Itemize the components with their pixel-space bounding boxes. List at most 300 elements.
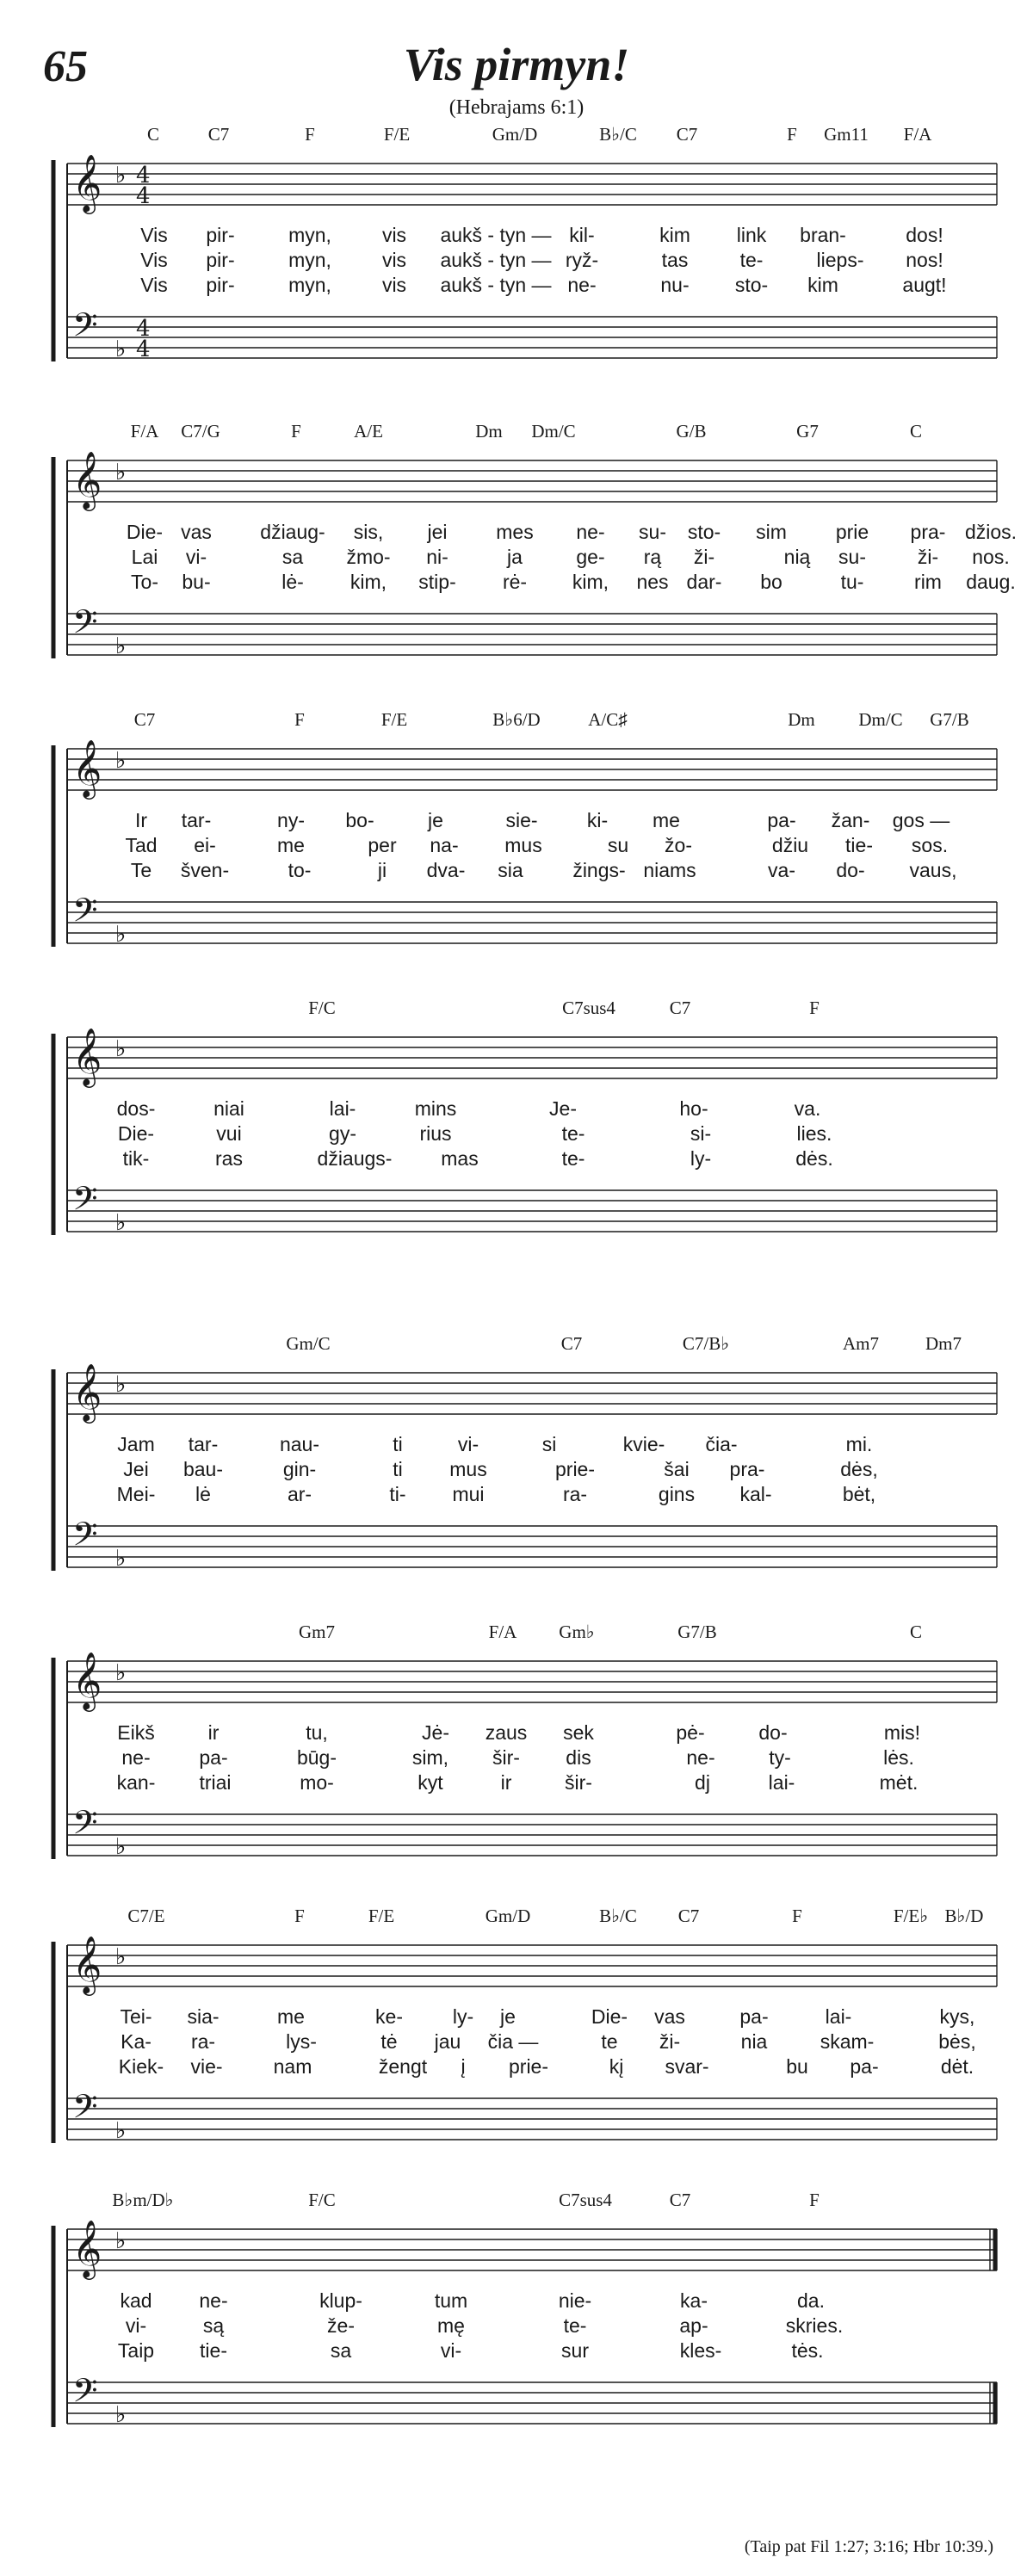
lyric-verse-2: tas bbox=[661, 249, 689, 271]
music-system-2 bbox=[50, 417, 1018, 701]
lyric-verse-2: lys- bbox=[286, 2030, 317, 2053]
lyric-verse-2: sa bbox=[281, 546, 304, 568]
lyric-verse-1: žan- bbox=[831, 809, 870, 831]
lyric-verse-1: Die- bbox=[126, 521, 164, 543]
lyric-verse-1: da. bbox=[797, 2289, 825, 2312]
lyric-verse-2: pa- bbox=[199, 1746, 228, 1769]
music-system-4 bbox=[50, 994, 997, 1278]
lyric-verse-3: mui bbox=[452, 1483, 485, 1505]
lyric-verse-1: nau- bbox=[279, 1433, 320, 1455]
lyric-verse-2: nią bbox=[783, 546, 811, 568]
lyric-verse-3: šven- bbox=[180, 859, 230, 881]
lyric-verse-2: te- bbox=[561, 1122, 585, 1145]
lyric-verse-1: me bbox=[653, 809, 680, 831]
lyric-verse-2: Lai bbox=[131, 546, 158, 568]
lyric-verse-3: bu- bbox=[182, 571, 211, 593]
lyric-verse-2: džiu bbox=[771, 834, 809, 856]
chord-label: Dm7 bbox=[925, 1333, 962, 1354]
bass-clef-icon: 𝄢 bbox=[72, 1803, 98, 1850]
chord-label: F/E bbox=[383, 124, 411, 145]
lyric-verse-1: vi- bbox=[457, 1433, 479, 1455]
chord-label: F/C bbox=[308, 2190, 336, 2210]
treble-clef-icon: 𝄞 bbox=[72, 450, 102, 509]
lyric-verse-2: dis bbox=[566, 1746, 591, 1769]
song-title: Vis pirmyn! bbox=[403, 39, 630, 90]
lyric-verse-3: dėt. bbox=[940, 2055, 974, 2078]
lyric-verse-3: ji bbox=[377, 859, 387, 881]
lyric-verse-3: nu- bbox=[660, 274, 690, 296]
lyric-verse-3: triai bbox=[199, 1771, 232, 1794]
lyric-verse-1: nie- bbox=[558, 2289, 592, 2312]
chord-label: G7/B bbox=[677, 1622, 717, 1642]
lyric-verse-1: pa- bbox=[767, 809, 796, 831]
lyric-verse-3: ne- bbox=[567, 274, 597, 296]
lyric-verse-1: me bbox=[277, 2005, 305, 2028]
lyric-verse-2: pra- bbox=[729, 1458, 765, 1480]
lyric-verse-2: šir- bbox=[492, 1746, 520, 1769]
lyric-verse-1: Vis bbox=[140, 224, 168, 246]
lyric-verse-1: Tei- bbox=[120, 2005, 152, 2028]
lyric-verse-1: zaus bbox=[485, 1721, 528, 1744]
lyric-verse-1: je bbox=[428, 809, 443, 831]
chord-label: G/B bbox=[676, 421, 707, 442]
lyric-verse-2: te- bbox=[563, 2314, 587, 2337]
music-system-1 bbox=[50, 120, 997, 405]
flat-icon: ♭ bbox=[115, 1546, 127, 1572]
bass-clef-icon: 𝄢 bbox=[72, 2371, 98, 2418]
lyric-verse-2: gin- bbox=[282, 1458, 317, 1480]
lyric-verse-1: link bbox=[736, 224, 767, 246]
treble-clef-icon: 𝄞 bbox=[72, 1362, 102, 1421]
lyric-verse-3: dar- bbox=[686, 571, 722, 593]
lyric-verse-2: čia — bbox=[487, 2030, 539, 2053]
lyric-verse-3: nes bbox=[636, 571, 669, 593]
lyric-verse-3: lė bbox=[195, 1483, 211, 1505]
lyric-verse-2: pir- bbox=[206, 249, 235, 271]
lyric-verse-1: Jam bbox=[117, 1433, 155, 1455]
chord-label: F/E♭ bbox=[893, 1906, 929, 1926]
lyric-verse-2: vui bbox=[216, 1122, 242, 1145]
lyric-verse-1: tar- bbox=[188, 1433, 219, 1455]
lyric-verse-2: ne- bbox=[686, 1746, 715, 1769]
lyric-verse-3: augt! bbox=[902, 274, 947, 296]
lyric-verse-3: to- bbox=[288, 859, 312, 881]
bass-clef-icon: 𝄢 bbox=[72, 1515, 98, 1561]
lyric-verse-3: Vis bbox=[140, 274, 168, 296]
lyric-verse-3: ar- bbox=[287, 1483, 312, 1505]
lyric-verse-3: vie- bbox=[190, 2055, 223, 2078]
lyric-verse-2: skam- bbox=[820, 2030, 875, 2053]
lyric-verse-2: te bbox=[601, 2030, 618, 2053]
lyric-verse-2: są bbox=[202, 2314, 225, 2337]
chord-label: Gm/C bbox=[286, 1333, 331, 1354]
lyric-verse-2: ra- bbox=[190, 2030, 216, 2053]
bass-clef-icon: 𝄢 bbox=[72, 891, 98, 937]
lyric-verse-3: sur bbox=[561, 2339, 589, 2362]
chord-label: C7 bbox=[669, 998, 691, 1018]
chord-label: C7sus4 bbox=[562, 998, 615, 1018]
lyric-verse-3: nam bbox=[273, 2055, 312, 2078]
lyric-verse-3: gins bbox=[658, 1483, 696, 1505]
lyric-verse-2: ži- bbox=[917, 546, 939, 568]
lyric-verse-2: mus bbox=[449, 1458, 487, 1480]
lyric-verse-1: vas bbox=[181, 521, 212, 543]
lyric-verse-1: džiaug- bbox=[260, 521, 325, 543]
lyric-verse-1: mi. bbox=[845, 1433, 873, 1455]
time-signature-number: 4 bbox=[136, 183, 151, 209]
lyric-verse-2: ži- bbox=[693, 546, 715, 568]
chord-label: F bbox=[291, 421, 301, 442]
lyric-verse-3: rė- bbox=[502, 571, 528, 593]
lyric-verse-1: kil- bbox=[569, 224, 595, 246]
lyric-verse-3: į bbox=[461, 2055, 466, 2078]
treble-clef-icon: 𝄞 bbox=[72, 2219, 102, 2277]
flat-icon: ♭ bbox=[115, 2402, 127, 2428]
lyric-verse-1: sim bbox=[756, 521, 787, 543]
lyric-verse-3: lė- bbox=[281, 571, 304, 593]
lyric-verse-1: tar- bbox=[181, 809, 212, 831]
lyric-verse-2: prie- bbox=[554, 1458, 596, 1480]
chord-label: B♭/C bbox=[599, 1906, 637, 1926]
flat-icon: ♭ bbox=[115, 1372, 127, 1398]
chord-label: Dm/C bbox=[531, 421, 576, 442]
chord-label: Gm/D bbox=[485, 1906, 531, 1926]
lyric-verse-3: pir- bbox=[206, 274, 235, 296]
chord-label: B♭/C bbox=[599, 124, 637, 145]
lyric-verse-2: būg- bbox=[296, 1746, 337, 1769]
lyric-verse-1: sis, bbox=[353, 521, 384, 543]
lyric-verse-2: mus bbox=[504, 834, 542, 856]
lyric-verse-2: sim, bbox=[411, 1746, 449, 1769]
chord-label: A/C♯ bbox=[588, 709, 628, 730]
lyric-verse-2: žo- bbox=[665, 834, 692, 856]
lyric-verse-1: ne- bbox=[199, 2289, 228, 2312]
lyric-verse-3: tės. bbox=[791, 2339, 824, 2362]
lyric-verse-3: rim bbox=[914, 571, 942, 593]
flat-icon: ♭ bbox=[115, 748, 127, 774]
lyric-verse-1: su- bbox=[639, 521, 666, 543]
lyric-verse-3: žengt bbox=[378, 2055, 428, 2078]
lyric-verse-1: pir- bbox=[206, 224, 235, 246]
lyric-verse-2: vis bbox=[381, 249, 407, 271]
lyric-verse-1: ho- bbox=[679, 1097, 708, 1120]
flat-icon: ♭ bbox=[115, 1944, 127, 1970]
footnote: (Taip pat Fil 1:27; 3:16; Hbr 10:39.) bbox=[744, 2537, 993, 2556]
chord-label: F/A bbox=[903, 124, 932, 145]
lyric-verse-1: mis! bbox=[883, 1721, 921, 1744]
chord-label: F bbox=[305, 124, 315, 145]
chord-label: F bbox=[294, 1906, 305, 1926]
lyric-verse-3: Taip bbox=[117, 2339, 155, 2362]
lyric-verse-1: ly- bbox=[452, 2005, 474, 2028]
lyric-verse-3: pa- bbox=[850, 2055, 879, 2078]
lyric-verse-2: su bbox=[607, 834, 629, 856]
chord-label: C7 bbox=[560, 1333, 583, 1354]
time-signature-number: 4 bbox=[136, 316, 151, 342]
chord-label: Dm bbox=[788, 709, 815, 730]
flat-icon: ♭ bbox=[115, 2228, 127, 2254]
lyric-verse-3: dva- bbox=[426, 859, 466, 881]
chord-label: F bbox=[787, 124, 797, 145]
chord-label: C7 bbox=[676, 124, 698, 145]
lyric-verse-3: tik- bbox=[122, 1147, 150, 1170]
lyric-verse-3: niams bbox=[643, 859, 696, 881]
lyric-verse-3: dj bbox=[695, 1771, 710, 1794]
lyric-verse-2: nos! bbox=[906, 249, 943, 271]
lyric-verse-3: lai- bbox=[768, 1771, 795, 1794]
lyric-verse-2: rius bbox=[419, 1122, 452, 1145]
lyric-verse-2: ne- bbox=[121, 1746, 151, 1769]
chord-label: C7/G bbox=[181, 421, 220, 442]
lyric-verse-2: žmo- bbox=[346, 546, 391, 568]
lyric-verse-2: te- bbox=[739, 249, 764, 271]
lyric-verse-2: ja bbox=[507, 546, 523, 568]
lyric-verse-3: žings- bbox=[572, 859, 626, 881]
lyric-verse-3: bėt, bbox=[842, 1483, 876, 1505]
lyric-verse-3: bo bbox=[760, 571, 782, 593]
treble-clef-icon: 𝄞 bbox=[72, 1935, 102, 1993]
lyric-verse-2: bės, bbox=[938, 2030, 976, 2053]
chord-label: G7/B bbox=[930, 709, 969, 730]
lyric-verse-2: ap- bbox=[679, 2314, 708, 2337]
lyric-verse-2: ti bbox=[393, 1458, 403, 1480]
lyric-verse-1: džios. bbox=[964, 521, 1018, 543]
lyric-verse-3: prie- bbox=[508, 2055, 549, 2078]
lyric-verse-3: daug. bbox=[966, 571, 1016, 593]
flat-icon: ♭ bbox=[115, 163, 127, 188]
lyric-verse-1: sek bbox=[563, 1721, 594, 1744]
lyric-verse-1: vas bbox=[654, 2005, 685, 2028]
lyric-verse-2: jau bbox=[434, 2030, 461, 2053]
chord-label: Gm7 bbox=[299, 1622, 335, 1642]
lyric-verse-1: sia- bbox=[187, 2005, 220, 2028]
lyric-verse-1: mins bbox=[414, 1097, 457, 1120]
lyric-verse-3: Mei- bbox=[116, 1483, 156, 1505]
lyric-verse-1: bo- bbox=[345, 809, 374, 831]
lyric-verse-1: kvie- bbox=[622, 1433, 665, 1455]
flat-icon: ♭ bbox=[115, 337, 127, 362]
lyric-verse-2: vi- bbox=[125, 2314, 147, 2337]
lyric-verse-3: vis bbox=[381, 274, 407, 296]
lyric-verse-2: lies. bbox=[796, 1122, 832, 1145]
chord-label: C7 bbox=[669, 2190, 691, 2210]
lyric-verse-2: šai bbox=[664, 1458, 690, 1480]
flat-icon: ♭ bbox=[115, 1834, 127, 1860]
lyric-verse-1: va. bbox=[794, 1097, 821, 1120]
lyric-verse-3: ras bbox=[215, 1147, 243, 1170]
bass-clef-icon: 𝄢 bbox=[72, 602, 98, 649]
chord-label: F/C bbox=[308, 998, 336, 1018]
chord-label: C bbox=[909, 1622, 923, 1642]
lyric-verse-2: si- bbox=[690, 1122, 712, 1145]
lyric-verse-2: aukš - tyn — bbox=[440, 249, 552, 271]
song-subtitle: (Hebrajams 6:1) bbox=[448, 96, 585, 119]
lyric-verse-1: si bbox=[541, 1433, 557, 1455]
lyric-verse-2: rą bbox=[643, 546, 662, 568]
lyric-verse-2: Jei bbox=[123, 1458, 149, 1480]
staff-lines bbox=[50, 2186, 997, 2470]
lyric-verse-2: ryž- bbox=[565, 249, 599, 271]
lyric-verse-2: na- bbox=[430, 834, 459, 856]
music-system-5 bbox=[50, 1330, 997, 1614]
lyric-verse-1: Ir bbox=[134, 809, 148, 831]
song-number: 65 bbox=[43, 42, 88, 91]
chord-label: B♭m/D♭ bbox=[112, 2190, 174, 2210]
treble-clef-icon: 𝄞 bbox=[72, 1651, 102, 1709]
chord-label: B♭/D bbox=[944, 1906, 984, 1926]
lyric-verse-3: tu- bbox=[840, 571, 864, 593]
chord-label: F bbox=[294, 709, 305, 730]
lyric-verse-1: pė- bbox=[676, 1721, 705, 1744]
lyric-verse-3: kyt bbox=[418, 1771, 443, 1794]
lyric-verse-3: vaus, bbox=[909, 859, 957, 881]
lyric-verse-2: me bbox=[277, 834, 305, 856]
lyric-verse-2: tė bbox=[380, 2030, 398, 2053]
chord-label: Dm bbox=[475, 421, 503, 442]
chord-label: G7 bbox=[796, 421, 819, 442]
chord-label: F bbox=[809, 998, 820, 1018]
chord-label: C bbox=[909, 421, 923, 442]
lyric-verse-1: vis bbox=[381, 224, 407, 246]
lyric-verse-1: kys, bbox=[939, 2005, 975, 2028]
lyric-verse-2: dės, bbox=[840, 1458, 878, 1480]
lyric-verse-1: myn, bbox=[288, 224, 331, 246]
lyric-verse-2: nia bbox=[740, 2030, 768, 2053]
lyric-verse-1: Die- bbox=[591, 2005, 628, 2028]
lyric-verse-1: kim bbox=[659, 224, 690, 246]
chord-label: F bbox=[792, 1906, 802, 1926]
lyric-verse-1: kad bbox=[120, 2289, 152, 2312]
lyric-verse-2: Die- bbox=[117, 1122, 155, 1145]
lyric-verse-1: ka- bbox=[680, 2289, 708, 2312]
chord-label: F/E bbox=[380, 709, 408, 730]
lyric-verse-1: lai- bbox=[329, 1097, 356, 1120]
flat-icon: ♭ bbox=[115, 1210, 127, 1236]
lyric-verse-1: ki- bbox=[586, 809, 609, 831]
lyric-verse-3: ti- bbox=[389, 1483, 406, 1505]
flat-icon: ♭ bbox=[115, 2118, 127, 2144]
lyric-verse-3: aukš - tyn — bbox=[440, 274, 552, 296]
lyric-verse-2: nos. bbox=[972, 546, 1010, 568]
staff-lines bbox=[50, 994, 997, 1278]
lyric-verse-1: ir bbox=[207, 1721, 220, 1744]
lyric-verse-3: bu bbox=[786, 2055, 808, 2078]
lyric-verse-1: mes bbox=[496, 521, 534, 543]
lyric-verse-3: tie- bbox=[200, 2339, 227, 2362]
lyric-verse-2: ei- bbox=[194, 834, 216, 856]
lyric-verse-1: jei bbox=[427, 521, 448, 543]
lyric-verse-3: sa bbox=[330, 2339, 352, 2362]
lyric-verse-3: sia bbox=[498, 859, 523, 881]
lyric-verse-2: mę bbox=[437, 2314, 465, 2337]
lyric-verse-3: kim, bbox=[572, 571, 609, 593]
lyric-verse-3: ly- bbox=[690, 1147, 712, 1170]
flat-icon: ♭ bbox=[115, 922, 127, 948]
lyric-verse-3: kim bbox=[807, 274, 838, 296]
chord-label: C7/B♭ bbox=[682, 1333, 730, 1354]
bass-clef-icon: 𝄢 bbox=[72, 306, 98, 352]
lyric-verse-1: do- bbox=[758, 1721, 788, 1744]
chord-label: F bbox=[809, 2190, 820, 2210]
lyric-verse-2: skries. bbox=[785, 2314, 844, 2337]
lyric-verse-3: Te bbox=[130, 859, 152, 881]
flat-icon: ♭ bbox=[115, 1660, 127, 1686]
lyric-verse-2: lės. bbox=[883, 1746, 914, 1769]
lyric-verse-1: aukš - tyn — bbox=[440, 224, 552, 246]
time-signature-number: 4 bbox=[136, 337, 151, 362]
chord-label: F/A bbox=[130, 421, 159, 442]
lyric-verse-3: džiaugs- bbox=[317, 1147, 393, 1170]
lyric-verse-3: do- bbox=[836, 859, 865, 881]
lyric-verse-1: niai bbox=[213, 1097, 244, 1120]
lyric-verse-1: je bbox=[500, 2005, 516, 2028]
lyric-verse-3: ir bbox=[500, 1771, 512, 1794]
lyric-verse-1: pra- bbox=[910, 521, 946, 543]
chord-label: C7sus4 bbox=[559, 2190, 612, 2210]
lyric-verse-1: sto- bbox=[687, 521, 721, 543]
lyric-verse-1: ke- bbox=[375, 2005, 403, 2028]
chord-label: Gm♭ bbox=[559, 1622, 595, 1642]
lyric-verse-1: Eikš bbox=[117, 1721, 155, 1744]
treble-clef-icon: 𝄞 bbox=[72, 1027, 102, 1085]
lyric-verse-3: dės. bbox=[795, 1147, 833, 1170]
lyric-verse-3: te- bbox=[561, 1147, 585, 1170]
lyric-verse-3: ra- bbox=[562, 1483, 588, 1505]
lyric-verse-1: Je- bbox=[549, 1097, 577, 1120]
chord-label: C7 bbox=[207, 124, 230, 145]
lyric-verse-2: ži- bbox=[659, 2030, 681, 2053]
lyric-verse-2: ty- bbox=[769, 1746, 791, 1769]
music-system-6 bbox=[50, 1618, 997, 1902]
lyric-verse-1: čia- bbox=[705, 1433, 738, 1455]
lyric-verse-3: vi- bbox=[440, 2339, 462, 2362]
lyric-verse-1: ne- bbox=[576, 521, 605, 543]
lyric-verse-2: bau- bbox=[182, 1458, 224, 1480]
lyric-verse-2: gy- bbox=[329, 1122, 356, 1145]
chord-label: Gm/D bbox=[492, 124, 538, 145]
music-system-8 bbox=[50, 2186, 997, 2470]
lyric-verse-1: sie- bbox=[505, 809, 538, 831]
chord-label: Gm11 bbox=[824, 124, 869, 145]
chord-label: F/E bbox=[368, 1906, 395, 1926]
lyric-verse-1: pa- bbox=[739, 2005, 769, 2028]
chord-label: C7 bbox=[677, 1906, 700, 1926]
lyric-verse-3: Kiek- bbox=[118, 2055, 164, 2078]
lyric-verse-2: že- bbox=[327, 2314, 355, 2337]
chord-label: C7 bbox=[133, 709, 156, 730]
time-signature-number: 4 bbox=[136, 163, 151, 188]
lyric-verse-1: klup- bbox=[319, 2289, 362, 2312]
bass-clef-icon: 𝄢 bbox=[72, 2087, 98, 2134]
lyric-verse-2: Ka- bbox=[121, 2030, 152, 2053]
lyric-verse-3: To- bbox=[131, 571, 158, 593]
lyric-verse-3: kim, bbox=[349, 571, 387, 593]
lyric-verse-3: šir- bbox=[565, 1771, 592, 1794]
lyric-verse-3: kal- bbox=[739, 1483, 772, 1505]
lyric-verse-3: mėt. bbox=[879, 1771, 919, 1794]
lyric-verse-1: gos — bbox=[892, 809, 950, 831]
chord-label: B♭6/D bbox=[492, 709, 541, 730]
lyric-verse-1: ny- bbox=[277, 809, 305, 831]
lyric-verse-1: tum bbox=[434, 2289, 468, 2312]
lyric-verse-3: va- bbox=[768, 859, 795, 881]
lyric-verse-2: Tad bbox=[125, 834, 158, 856]
lyric-verse-1: dos! bbox=[906, 224, 943, 246]
bass-clef-icon: 𝄢 bbox=[72, 1179, 98, 1226]
lyric-verse-2: per bbox=[368, 834, 397, 856]
lyric-verse-1: prie bbox=[835, 521, 869, 543]
lyric-verse-3: kles- bbox=[679, 2339, 722, 2362]
